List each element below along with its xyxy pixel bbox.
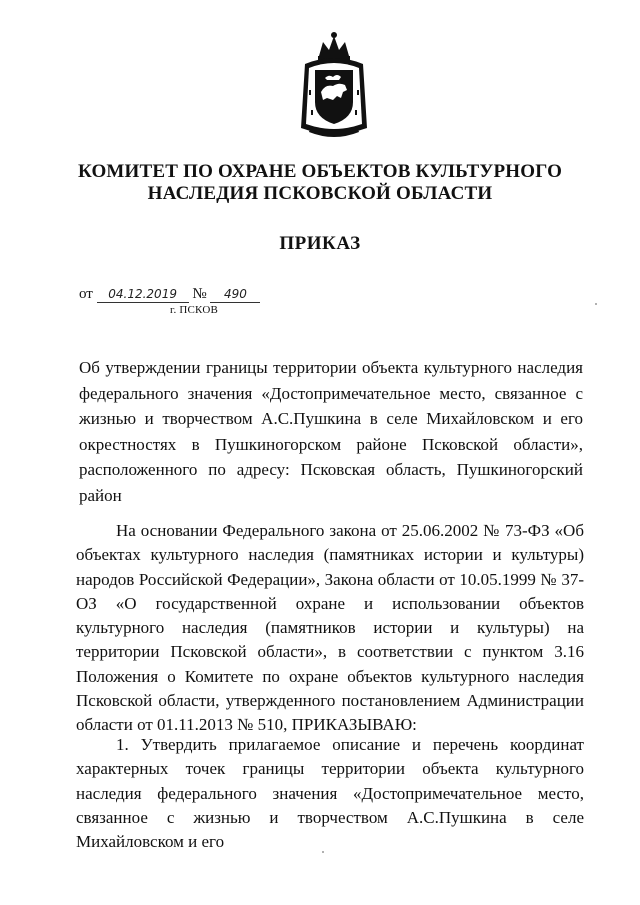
order-subject: Об утверждении границы территории объекта культурного наследия федерального значения «Достопримечательное место, связанное с жизнью и творчеством А.С.Пушкина в селе Михайловском и его окрестностях в Пушкиногорском районе Псковской области», расположенного по адресу: Псковская область, Пушкиногорский район — [79, 358, 583, 505]
committee-title — [0, 161, 640, 205]
handwritten-number: 490 — [210, 286, 260, 303]
order-date-number-line — [79, 286, 260, 303]
committee-title-line-1: КОМИТЕТ ПО ОХРАНЕ ОБЪЕКТОВ КУЛЬТУРНОГО — [77, 161, 563, 182]
number-prefix: № — [192, 286, 207, 302]
scan-speck — [595, 303, 597, 305]
date-prefix: от — [79, 286, 93, 302]
pskov-coat-of-arms-icon — [293, 30, 375, 142]
scan-speck — [322, 851, 324, 853]
city-label: г. ПСКОВ — [170, 304, 218, 316]
body-paragraph-1: На основании Федерального закона от 25.06.2002 № 73-ФЗ «Об объектах культурного наследия (памятниках истории и культуры) народов Российской Федерации», Закона области от 10.05.1999 № 37-ОЗ «О государственной охране и использовании объектов культурного наследия (памятников истории и культуры) на территории Псковской области», в соответствии с пунктом 3.16 Положения о Комитете по охране объектов культурного наследия Псковской области, утвержденного постановлением Администрации области от 01.11.2013 № 510, ПРИКАЗЫВАЮ: — [76, 521, 584, 735]
committee-title-line-2: НАСЛЕДИЯ ПСКОВСКОЙ ОБЛАСТИ — [147, 183, 493, 204]
document-type: ПРИКАЗ — [279, 233, 361, 254]
handwritten-date: 04.12.2019 — [97, 286, 189, 303]
body-paragraph-2: 1. Утвердить прилагаемое описание и перечень координат характерных точек границы территории объекта культурного наследия федерального значения «Достопримечательное место, связанное с жизнью и творчеством А.С.Пушкина в селе Михайловском и его — [76, 735, 584, 852]
